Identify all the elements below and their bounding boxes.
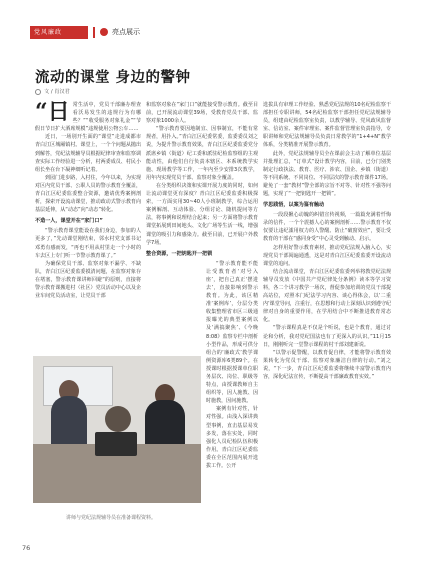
paragraph: 一段段揪心动魄的纠错宣传视频，一篇篇充满着忏悔录的信件，一个个震撼人心的案例剖析……警示教育不仅仅要让违纪滥用权力的人警醒、防止“破窗效应”，要让受教育的干部在“感同身受”中心灵受到触动、启示。 [263, 212, 391, 243]
paragraph: “警示课程真是不仅是个听说，也是个教育，通过讨论和分析，我对党纪国法也有了更深入的认识。”11月15日，刚刚听完一堂警示课程的村干部刘建新说。 [263, 325, 391, 348]
section-heading: 整合资源，一把钥匙开一把锁 [146, 250, 213, 257]
paragraph: 到园门进步路，入村住，今年以来，为实现对区内党员干部、公职人员的警示教育全覆盖，青白江区纪委监委整合资源，邀请优秀案例剖析，探索开设流动课堂，推动政动式警示教育向基层延伸，从“动态”向“动态”转化。 [35, 174, 141, 214]
paragraph: 为确保党员干部、监察对象不漏学、不缺队，青白江区纪委监委摸清问题，在监察对象存在堵塞，警示教育课讲师回避“的原则，直接将警示教育课搬进村（社区）党员活动中心以及企业车间党员活动室，让党员干部 [35, 260, 141, 300]
dropcap: “日 [35, 99, 70, 125]
section-heading: 不造一人，课堂开在“家门口” [35, 218, 103, 225]
byline-text: 文 / 肖汉君 [44, 89, 70, 95]
running-header [30, 24, 405, 40]
paragraph: 和监察对象在“家门口”就能接受警示教育。截至目前，已开展流动课堂39场，受教育党员干部、监察对象1000余人。 [146, 102, 258, 125]
paragraph: 结合流动课堂，青白江区纪委监委列举将教党纪法规辅导员发放《中国共产党纪律处分条例》读本等学习资料，各二个讲习教学一场次，督促参加培训的党员干部提高站位，对照本门纪法学习内容、谈心得体会，以‘二重内’课堂导问，注重行，在思想和行动上深刻认识到遵守纪律对自身的重要作用，在学用结合中不断推进教育常态化。 [263, 268, 391, 324]
article-photo [33, 356, 201, 503]
author-icon [35, 89, 41, 95]
paragraph: “警示教育要因地制宜、因事制宜，不能有常规者，用扑入。”青白江区纪委常委，监委委员刘之说，为提升警示教育效果，青白江区纪委监委党分派席乡镇（街道）纪工委和派驻纪检监察组的主观能动性，由他们自行负责本辖区、本系统教学实施、现场教学等工作，一年内至少安排3次教学，用年内实现党员干部、监察对象全覆盖。 [146, 126, 258, 181]
photo-caption: 讲师与党纪法规辅导员在准备课程资料。 [66, 515, 157, 521]
article-title: 流动的课堂 身边的警钟 [35, 70, 191, 86]
column-1 [35, 101, 141, 300]
paragraph: “以警示促警醒，以教育促自律，才能将警示教育效果转化为党员干部、监察对象廉洁自律的行动。”刘之说，“下一步，青白江区纪委监委将继续丰富警示教育内容，深化纪法宣传，不断提高干部廉政教育实效。” [263, 349, 391, 380]
paragraph: 在分类组织决策和实课开展力度的同时，如何让流动课堂更有深度？青白江区纪委监委积极探索，一方面实用30~40人小班制教学，综合运用案例解剖、互动体验、分组讨论、随机提问等方法，将事例和说理结合起来；另一方面将警示教育课堂拓展到田间地头、文化广场等生活一线，增强课堂的吸引力和感染力。截至目前，已开展户外教学7场。 [146, 182, 258, 246]
person-center [105, 406, 131, 432]
paragraph: “日常生活中，党员干部廉办理查看沃易发生的违规行为有哪些？”“收受服务对象礼金”“节假日节日扩大酒席规模”违规使用公物公车…… [35, 99, 141, 133]
column-3 [263, 101, 391, 381]
byline [35, 88, 70, 95]
paragraph: 怎样用好警示教育素材，推动党纪法规入脑入心，实现党员干部阅遍通透，这是对青白江区纪委监委开设流动课堂的追问。 [263, 244, 391, 267]
header-divider [93, 27, 95, 38]
paragraph: 近日，一场别开生面的“课堂”走进成都市青白江区城厢镇村。课堂上，一个个问题从抛出到解答，党纪法规辅导员根据纪律审查和监察调查实际工作经验进一分析，村两委成员、村民小组长坐在台下凝神细听记着。 [35, 134, 141, 173]
paragraph: 此外，党纪法规辅导员全在课前会主动了解单位基层并批理汇总，“订单式”设计教学内容，目前，已分门别类制定行政执法、教育、医疗、涉农、国企、乡镇（街道）等不同系统、不同岗位、不同层次的警示教育课件17场。避免了一套“教材”警全部的宗旨不对等、针对性不强等问题，实现了“一把钥匙开一把锁”。 [263, 150, 391, 198]
section-heading: 学思践悟，以案为鉴有触动 [263, 202, 325, 209]
page-number: 76 [22, 544, 31, 552]
paragraph: “警示教育课堂能设在我们身边，参加的人更多了，”先动课堂刚结束，邻水村党支部书记邓勇有感而发，“再也不用从村里走一个小时的车去区上专门听一节警示教育课了。” [35, 228, 141, 259]
magazine-logo: 党风廉政 [30, 26, 88, 39]
section-name: 亮点展示 [112, 28, 140, 36]
paragraph: “警示教育能不能让受教育者‘对号入座’，把自己真正‘摆进去’，直接影响到警示教育。为此，该区精准‘案例库’，分层分类收集整理省市区三级通报曝光的典型案例以及‘满搞聚焦’、《今晚8:08》监察专栏中剖析小型作品，形成可供分组合的‘廉政式’教学课例资源库6类89个。在授课时根据授课单位职务层次、岗位、职级等特点，由授课教师自主组织等，因人施教、因时施教，因问施教。 [206, 260, 258, 405]
paragraph: 选拔具有审理工作经验、熟悉党纪法规的10名纪检监察干部担任专职讲师，54名纪检监察干部担任党纪法规辅导员，组建由纪检监察室负责，以教学辅导、党风政风监督室、信访室、案件审理室、案件监督管理室负责指导，专职讲师和党纪法规辅导员负责日常教学的“1+4+N”教学体系，分类精准开展警示教育。 [263, 102, 391, 149]
paragraph: 案例有针对性，针对性强。由浅入深讲典型事例，直击基层易发多发，落在实处，同时强化人员纪检队伍积极作用。青白江区纪委监委在全区范围内展开选拔工作。公开 [206, 406, 258, 470]
laptop [95, 432, 137, 456]
section-bullet-icon [100, 28, 108, 36]
